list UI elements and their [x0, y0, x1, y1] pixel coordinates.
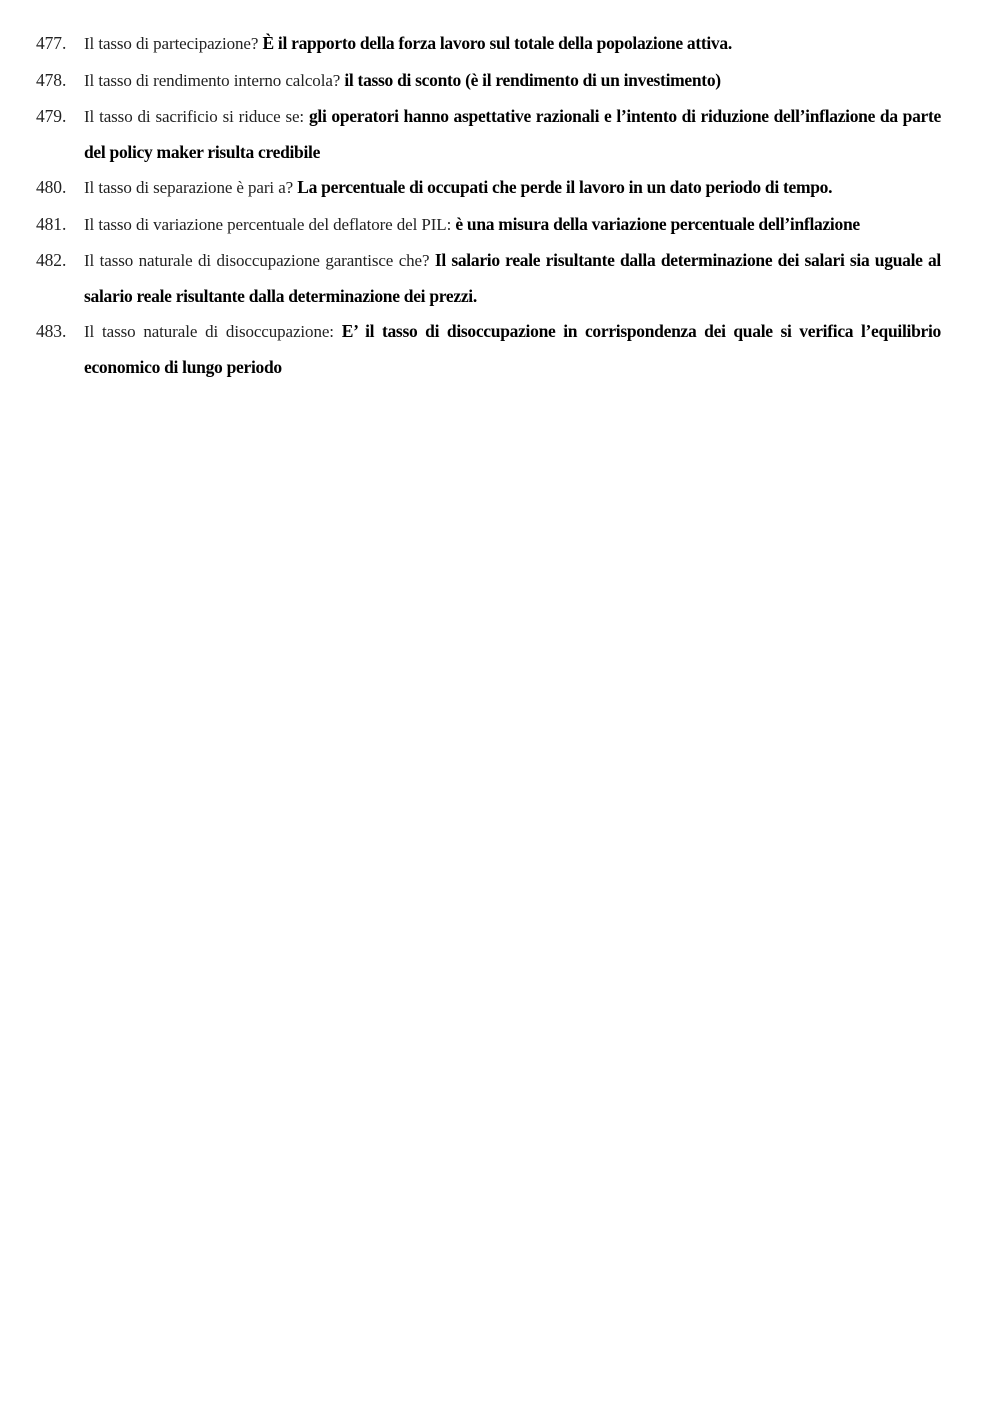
answer-text: Il salario reale risultante dalla determinazione dei salari sia uguale al salario reale risultante dalla determinazione dei prezzi.: [84, 250, 941, 306]
answer-text: E’ il tasso di disoccupazione in corrispondenza dei quale si verifica l’equilibrio economico di lungo periodo: [84, 321, 941, 377]
list-item: [36, 26, 941, 62]
list-item: [36, 99, 941, 169]
item-number: 482.: [36, 250, 67, 270]
question-text: Il tasso di variazione percentuale del deflatore del PIL:: [84, 214, 456, 234]
item-number: 479.: [36, 106, 67, 126]
answer-text: È il rapporto della forza lavoro sul totale della popolazione attiva.: [262, 33, 732, 53]
answer-text: è una misura della variazione percentuale dell’inflazione: [455, 213, 860, 234]
question-answer-list: [36, 26, 941, 384]
list-item: [36, 207, 941, 243]
item-number: 477.: [36, 33, 67, 53]
question-text: Il tasso di partecipazione?: [84, 34, 263, 53]
list-item: [36, 243, 941, 313]
answer-text: La percentuale di occupati che perde il lavoro in un dato periodo di tempo.: [297, 177, 833, 197]
list-item: [36, 170, 941, 206]
question-text: Il tasso di sacrificio si riduce se:: [84, 107, 309, 126]
question-text: Il tasso naturale di disoccupazione:: [84, 322, 342, 341]
item-number: 483.: [36, 321, 67, 341]
answer-text: gli operatori hanno aspettative razionali e l’intento di riduzione dell’inflazione da parte del policy maker risulta credibile: [84, 106, 941, 162]
question-text: Il tasso di separazione è pari a?: [84, 178, 298, 197]
item-number: 478.: [36, 69, 67, 90]
answer-text: il tasso di sconto (è il rendimento di un investimento): [344, 69, 721, 90]
question-text: Il tasso naturale di disoccupazione garantisce che?: [84, 251, 435, 270]
item-number: 481.: [36, 213, 67, 234]
question-text: Il tasso di rendimento interno calcola?: [84, 70, 345, 90]
list-item: [36, 63, 941, 99]
list-item: [36, 314, 941, 384]
item-number: 480.: [36, 177, 67, 197]
